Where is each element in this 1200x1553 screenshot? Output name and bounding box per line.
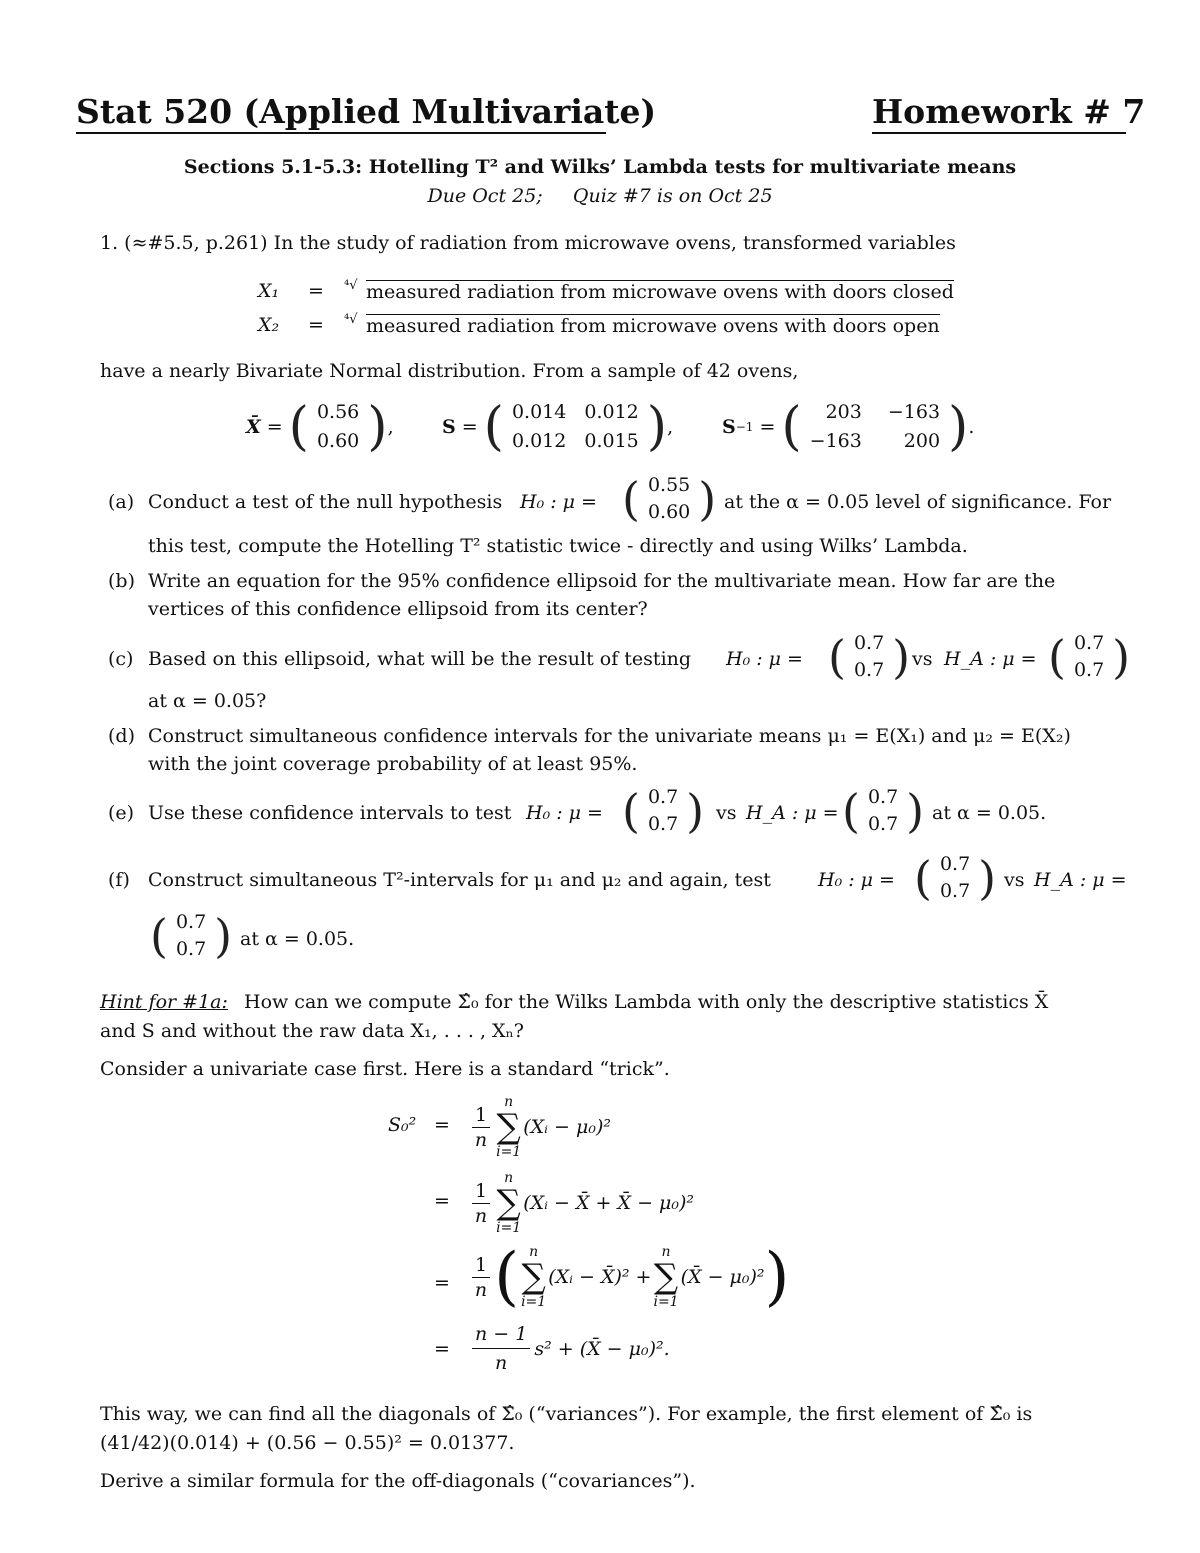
eq3-rhs: $\frac{1}{n}$ ( n ∑ i=1 (Xᵢ − X̄)² + n ∑ i=1 (X̄ − μ₀)² ) — [468, 1244, 790, 1310]
part-c-text-2: at α = 0.05? — [148, 690, 267, 712]
part-a-h0: H₀ : μ = — [520, 491, 597, 513]
s-matrix: S = ( 0.014 0.012 0.012 0.015 ) , — [442, 397, 674, 457]
homework-number: Homework # 7 — [872, 92, 1146, 131]
hint-label: Hint for #1a: — [100, 991, 228, 1013]
course-title: Stat 520 (Applied Multivariate) — [76, 92, 657, 131]
part-d-text-2: with the joint coverage probability of at least 95%. — [148, 753, 638, 775]
part-d-text: Construct simultaneous confidence intervals for the univariate means μ₁ = E(X₁) and μ₂ = E(X₂) — [148, 725, 1071, 747]
distribution-text: have a nearly Bivariate Normal distribution. From a sample of 42 ovens, — [100, 360, 799, 382]
part-f-h0-vector: ( 0.7 0.7 ) — [914, 851, 997, 905]
hint-text-3: Consider a univariate case first. Here is a standard “trick”. — [100, 1058, 670, 1080]
eq1-rhs: $\frac{1}{n}$ n ∑ i=1 (Xᵢ − μ₀)² — [468, 1094, 611, 1160]
part-f-ha-vector: ( 0.7 0.7 ) — [150, 909, 233, 963]
x1-label: X₁ — [258, 280, 280, 302]
section-subtitle: Sections 5.1-5.3: Hotelling T² and Wilks’ Lambda tests for multivariate means — [183, 156, 1017, 178]
root4-icon: ⁴√ — [344, 278, 358, 293]
part-e-ha-vector: ( 0.7 0.7 ) — [842, 784, 925, 838]
part-e-vs: vs — [716, 802, 737, 824]
part-a-text-2: at the α = 0.05 level of significance. For — [724, 491, 1112, 513]
part-c-vs: vs — [912, 648, 933, 670]
part-f-ha: H_A : μ = — [1034, 869, 1127, 891]
part-a-label: (a) — [108, 491, 135, 513]
x1-definition: measured radiation from microwave ovens with doors closed — [366, 281, 954, 303]
part-c-ha-vector: ( 0.7 0.7 ) — [1048, 630, 1131, 684]
x2-definition: measured radiation from microwave ovens with doors open — [366, 315, 940, 337]
part-e-ha: H_A : μ = — [746, 802, 839, 824]
hint-text: How can we compute Σ̂₀ for the Wilks Lambda with only the descriptive statistics X̄ — [244, 991, 1049, 1013]
xbar-vector: X̄ = ( 0.56 0.60 ) , — [246, 397, 394, 457]
part-c-text: Based on this ellipsoid, what will be the result of testing — [148, 648, 692, 670]
hint-text-2: and S and without the raw data X₁, . . . , Xₙ? — [100, 1020, 524, 1042]
part-b-label: (b) — [108, 570, 135, 592]
x2-label: X₂ — [258, 314, 280, 336]
derivation-lhs: S₀² — [388, 1114, 417, 1136]
part-a-text-3: this test, compute the Hotelling T² statistic twice - directly and using Wilks’ Lambda. — [148, 535, 968, 557]
problem-intro: 1. (≈#5.5, p.261) In the study of radiation from microwave ovens, transformed variables — [100, 232, 956, 254]
due-date: Due Oct 25; Quiz #7 is on Oct 25 — [427, 185, 773, 207]
eq2-rhs: $\frac{1}{n}$ n ∑ i=1 (Xᵢ − X̄ + X̄ − μ₀)² — [468, 1170, 694, 1236]
hw-underline — [872, 132, 1126, 134]
part-f-h0: H₀ : μ = — [818, 869, 895, 891]
closing-text: This way, we can find all the diagonals of Σ̂₀ (“variances”). For example, the first element of Σ̂₀ is — [100, 1403, 1033, 1425]
part-e-text: Use these confidence intervals to test — [148, 802, 512, 824]
s-inverse-matrix: S −1 = ( 203 −163 −163 200 ) . — [722, 397, 975, 457]
part-f-text-2: at α = 0.05. — [240, 928, 355, 950]
part-b-text-2: vertices of this confidence ellipsoid from its center? — [148, 598, 648, 620]
eq4-equals: = — [434, 1338, 450, 1360]
x2-equals: = — [308, 314, 324, 336]
part-e-label: (e) — [108, 802, 135, 824]
part-c-h0-vector: ( 0.7 0.7 ) — [828, 630, 911, 684]
closing-text-3: Derive a similar formula for the off-diagonals (“covariances”). — [100, 1470, 696, 1492]
eq2-equals: = — [434, 1190, 450, 1212]
eq1-equals: = — [434, 1114, 450, 1136]
part-c-ha: H_A : μ = — [944, 648, 1037, 670]
eq3-equals: = — [434, 1272, 450, 1294]
part-a-text: Conduct a test of the null hypothesis — [148, 491, 503, 513]
part-f-text: Construct simultaneous T²-intervals for μ₁ and μ₂ and again, test — [148, 869, 771, 891]
part-d-label: (d) — [108, 725, 135, 747]
eq4-rhs: $\frac{n - 1}{n}$ s² + (X̄ − μ₀)². — [468, 1320, 670, 1377]
part-c-label: (c) — [108, 648, 134, 670]
closing-text-2: (41/42)(0.014) + (0.56 − 0.55)² = 0.01377. — [100, 1432, 515, 1454]
title-underline — [76, 132, 606, 134]
part-e-h0-vector: ( 0.7 0.7 ) — [622, 784, 705, 838]
part-e-text-2: at α = 0.05. — [932, 802, 1047, 824]
part-f-label: (f) — [108, 869, 130, 891]
part-c-h0: H₀ : μ = — [726, 648, 803, 670]
part-f-vs: vs — [1004, 869, 1025, 891]
part-e-h0: H₀ : μ = — [526, 802, 603, 824]
x1-equals: = — [308, 280, 324, 302]
root4-icon: ⁴√ — [344, 312, 358, 327]
part-b-text: Write an equation for the 95% confidence ellipsoid for the multivariate mean. How far are the — [148, 570, 1056, 592]
part-a-mu0-vector: ( 0.55 0.60 ) — [622, 472, 717, 526]
